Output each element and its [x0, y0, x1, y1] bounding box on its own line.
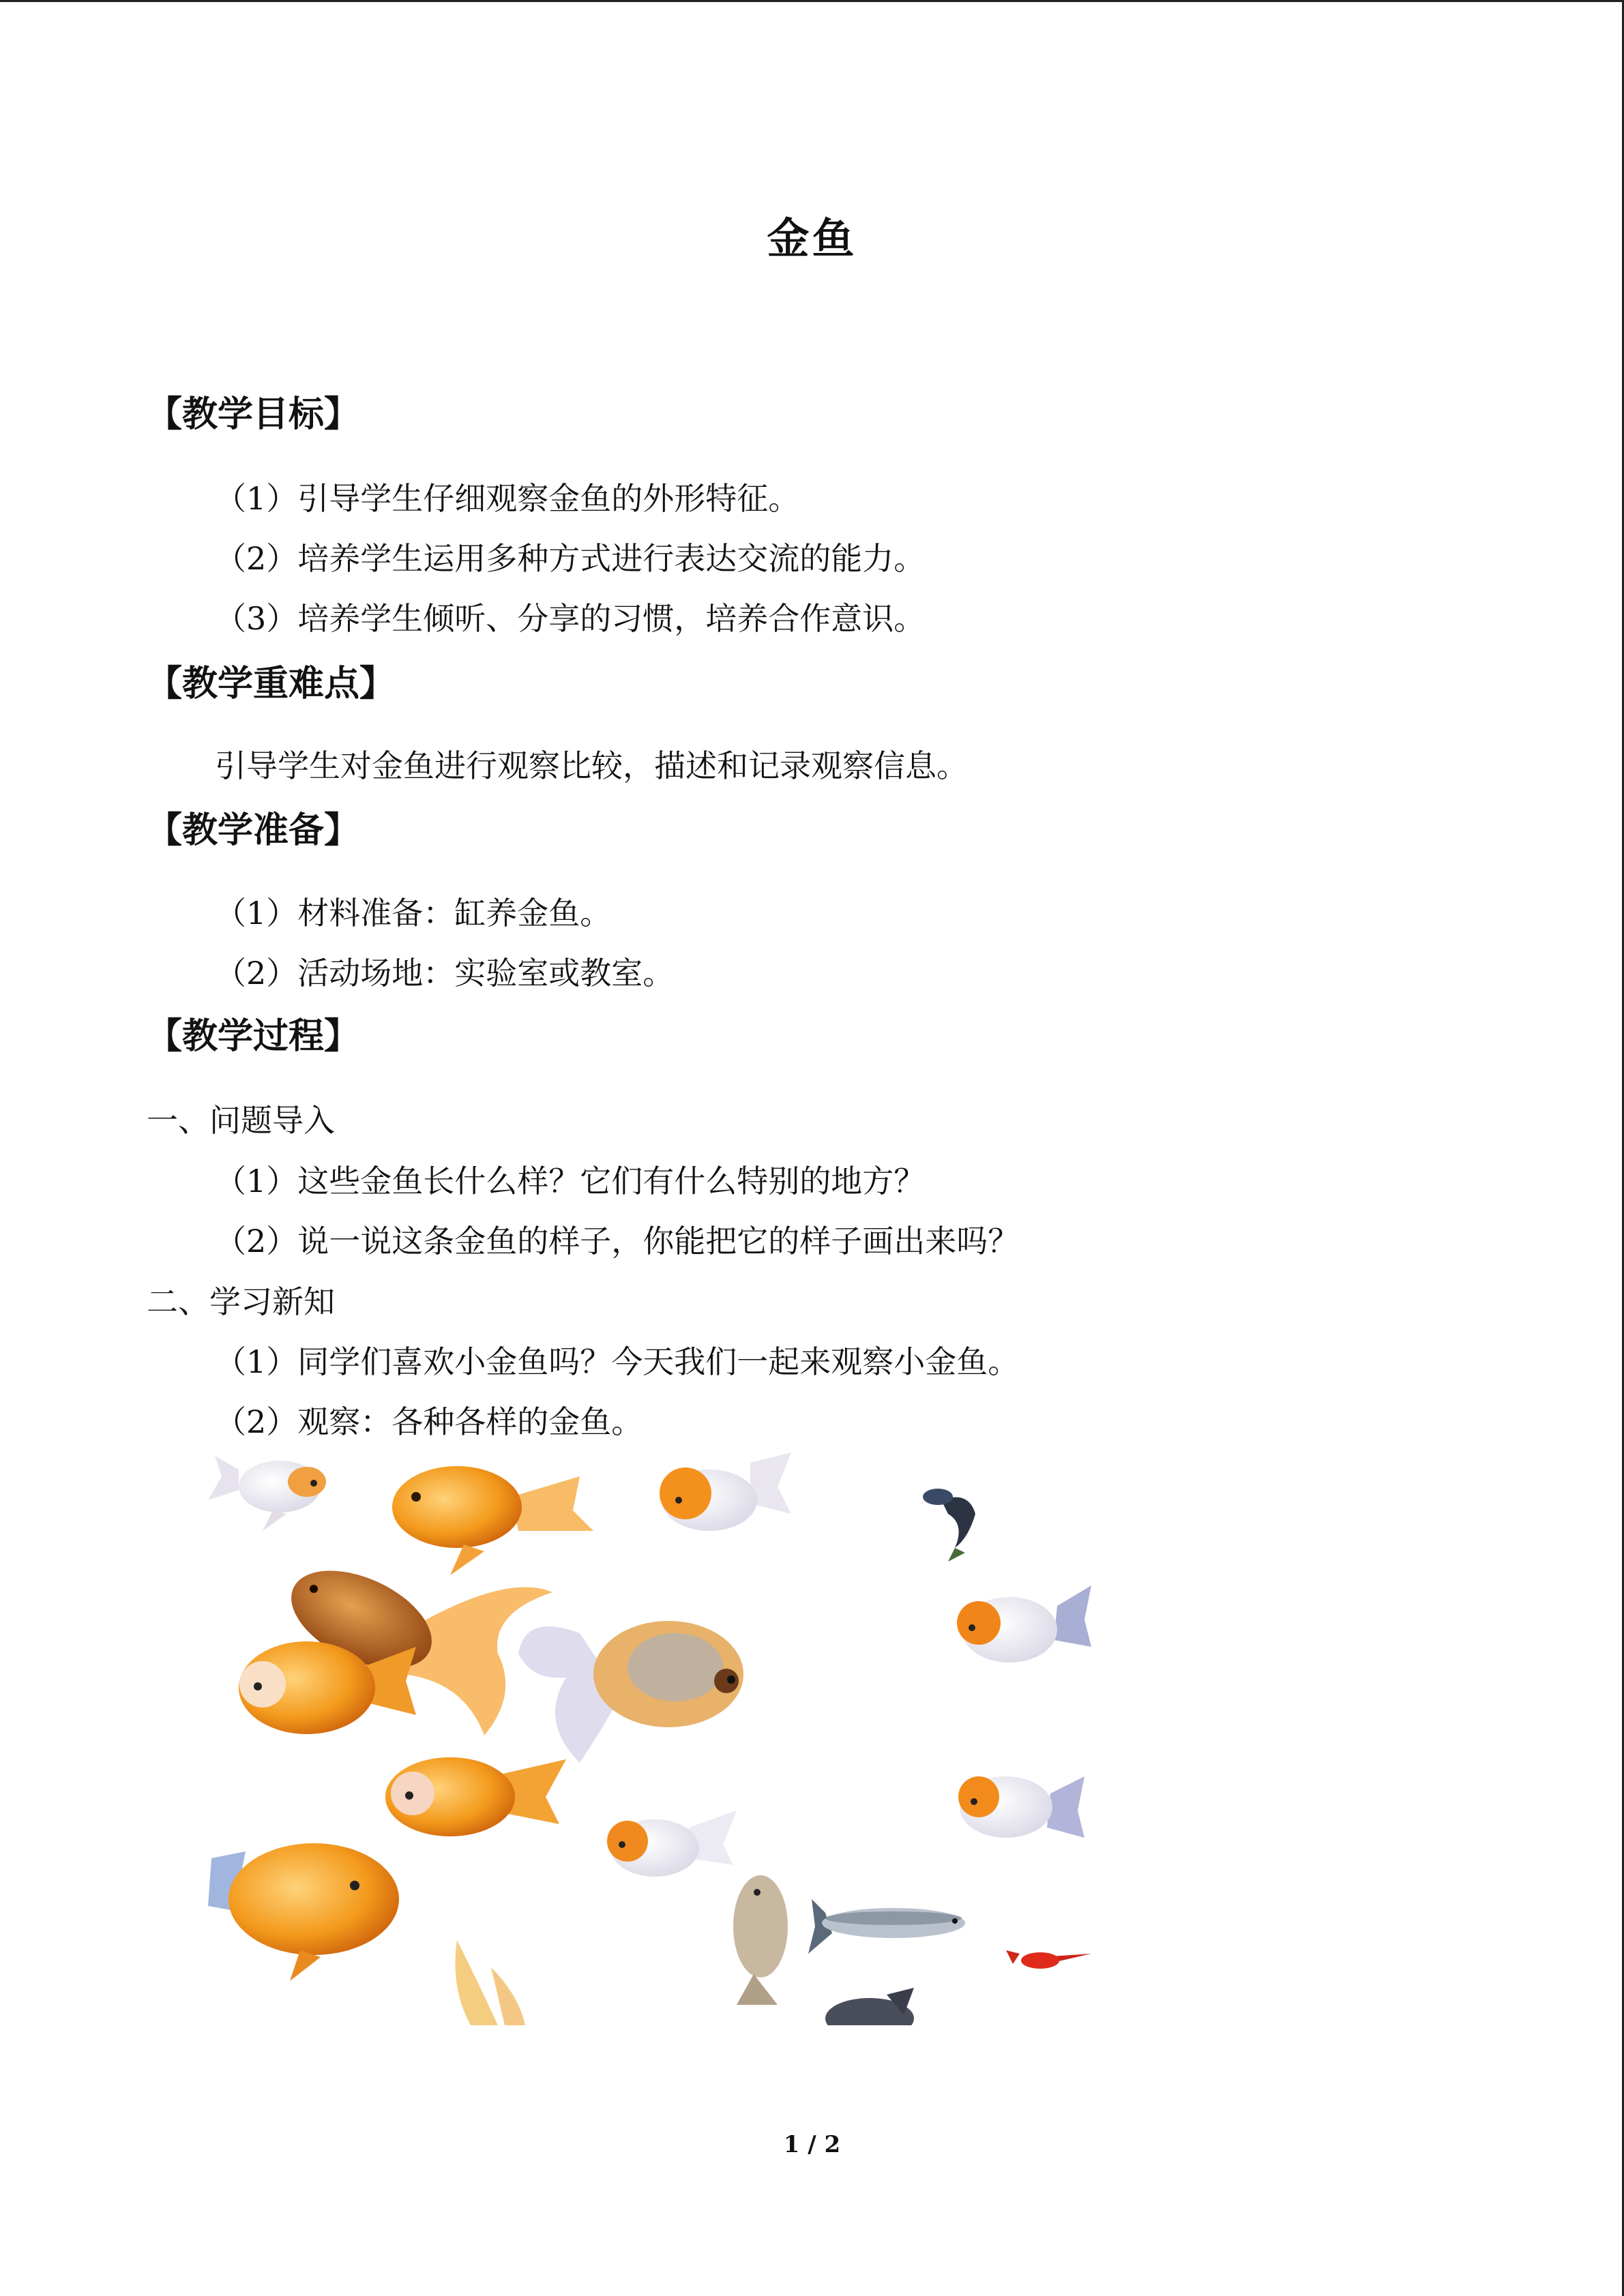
objective-item-1: （1）引导学生仔细观察金鱼的外形特征。: [215, 480, 800, 517]
preparation-item-1: （1）材料准备：缸养金鱼。: [215, 895, 612, 931]
fish-redcap-right: [957, 1585, 1091, 1663]
fish-redcap-right-lower: [958, 1776, 1084, 1838]
process-heading: 【教学过程】: [147, 1015, 360, 1057]
page-border-top: [0, 0, 1624, 2]
objective-item-2: （2）培养学生运用多种方式进行表达交流的能力。: [215, 540, 926, 577]
fish-silver-carp: [808, 1899, 965, 1954]
process-section-2-item-2: （2）观察：各种各样的金鱼。: [215, 1403, 643, 1440]
fish-dark-small: [923, 1489, 975, 1562]
fish-dark-bottom: [825, 1988, 914, 2025]
fish-redcap-center: [607, 1810, 737, 1877]
fish-fins-partial: [456, 1940, 526, 2025]
process-section-1-item-2: （2）说一说这条金鱼的样子，你能把它的样子画出来吗？: [215, 1223, 1020, 1259]
process-section-2-title: 二、学习新知: [147, 1283, 335, 1320]
key-points-text: 引导学生对金鱼进行观察比较，描述和记录观察信息。: [215, 747, 968, 784]
fish-orange-ranchu-big: [208, 1843, 399, 1981]
fish-orange-ranchu-lower: [385, 1757, 566, 1836]
key-points-heading: 【教学重难点】: [147, 663, 396, 704]
fish-orange-fantail-top: [392, 1466, 593, 1575]
preparation-heading: 【教学准备】: [147, 809, 360, 851]
fish-white-fancy-center: [518, 1621, 743, 1763]
document-title: 金鱼: [767, 213, 857, 263]
process-section-1-item-1: （1）这些金鱼长什么样？它们有什么特别的地方？: [215, 1163, 926, 1199]
objectives-heading: 【教学目标】: [147, 393, 360, 435]
objective-item-3: （3）培养学生倾听、分享的习惯，培养合作意识。: [215, 600, 926, 637]
page-number: 1 / 2: [783, 2131, 841, 2158]
fish-tan-flat: [733, 1875, 788, 2005]
fish-white-orange-small: [208, 1456, 326, 1531]
process-section-1-title: 一、问题导入: [147, 1102, 335, 1139]
fish-redcap-top: [660, 1452, 791, 1531]
goldfish-figure: [198, 1449, 1207, 2025]
process-section-2-item-1: （1）同学们喜欢小金鱼吗？今天我们一起来观察小金鱼。: [215, 1343, 1020, 1380]
fish-red-small: [1006, 1950, 1091, 1969]
preparation-item-2: （2）活动场地：实验室或教室。: [215, 955, 675, 992]
